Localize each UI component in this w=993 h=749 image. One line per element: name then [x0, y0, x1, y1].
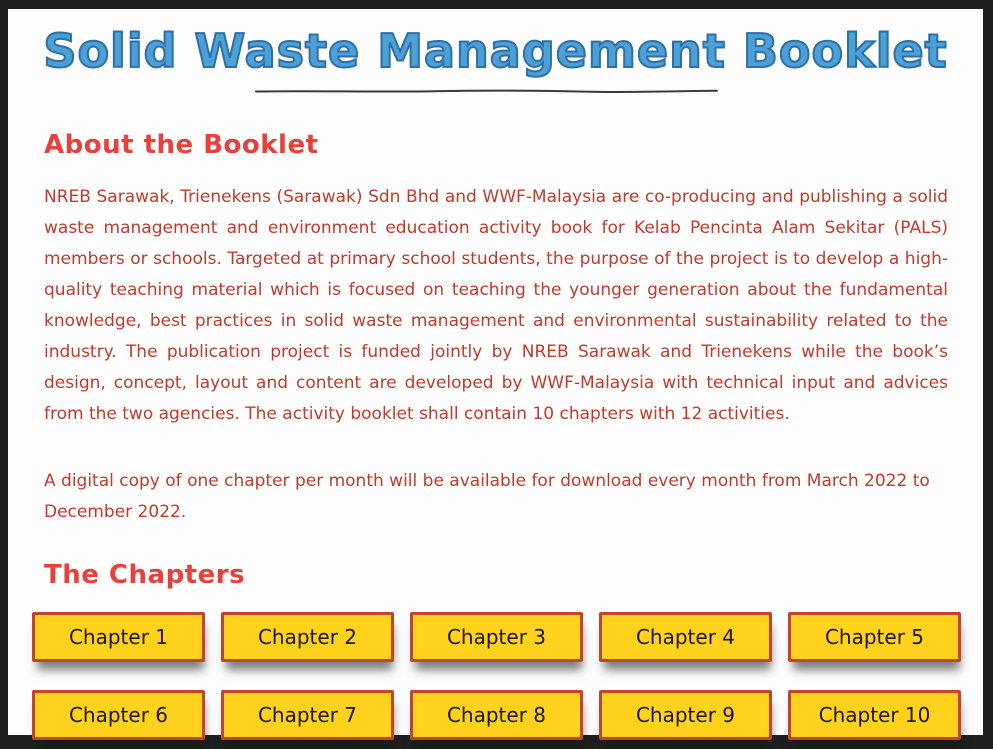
chapter-button-3[interactable]: Chapter 3 — [410, 612, 583, 662]
chapter-button-6[interactable]: Chapter 6 — [32, 690, 205, 740]
availability-paragraph: A digital copy of one chapter per month will be available for download every month from March 2022 to December 2022. — [44, 470, 930, 522]
chapter-button-5[interactable]: Chapter 5 — [788, 612, 961, 662]
chapter-button-1[interactable]: Chapter 1 — [32, 612, 205, 662]
chapter-button-7[interactable]: Chapter 7 — [221, 690, 394, 740]
about-paragraph: NREB Sarawak, Trienekens (Sarawak) Sdn Bhd and WWF-Malaysia are co-producing and publishing a solid waste management and environment education activity book for Kelab Pencinta Alam Sekitar (PALS) members or schools. Targeted at primary school students, the purpose of the project is to develop a high-quality teaching material which is focused on teaching the younger generation about the fundamental knowledge, best practices in solid waste management and environmental sustainability related to the industry. The publication project is funded jointly by NREB Sarawak and Trienekens while the book’s design, concept, layout and content are developed by WWF-Malaysia with technical input and advices from the two agencies. The activity booklet shall contain 10 chapters with 12 activities. — [44, 186, 948, 424]
page-title: Solid Waste Management Booklet — [43, 24, 948, 78]
chapter-button-10[interactable]: Chapter 10 — [788, 690, 961, 740]
chapter-button-9[interactable]: Chapter 9 — [599, 690, 772, 740]
chapter-button-2[interactable]: Chapter 2 — [221, 612, 394, 662]
chapter-grid — [32, 612, 961, 740]
chapter-button-4[interactable]: Chapter 4 — [599, 612, 772, 662]
about-heading: About the Booklet — [44, 129, 319, 160]
title-underline — [0, 88, 974, 94]
booklet-page — [8, 9, 983, 735]
chapters-heading: The Chapters — [44, 559, 246, 590]
chapter-button-8[interactable]: Chapter 8 — [410, 690, 583, 740]
